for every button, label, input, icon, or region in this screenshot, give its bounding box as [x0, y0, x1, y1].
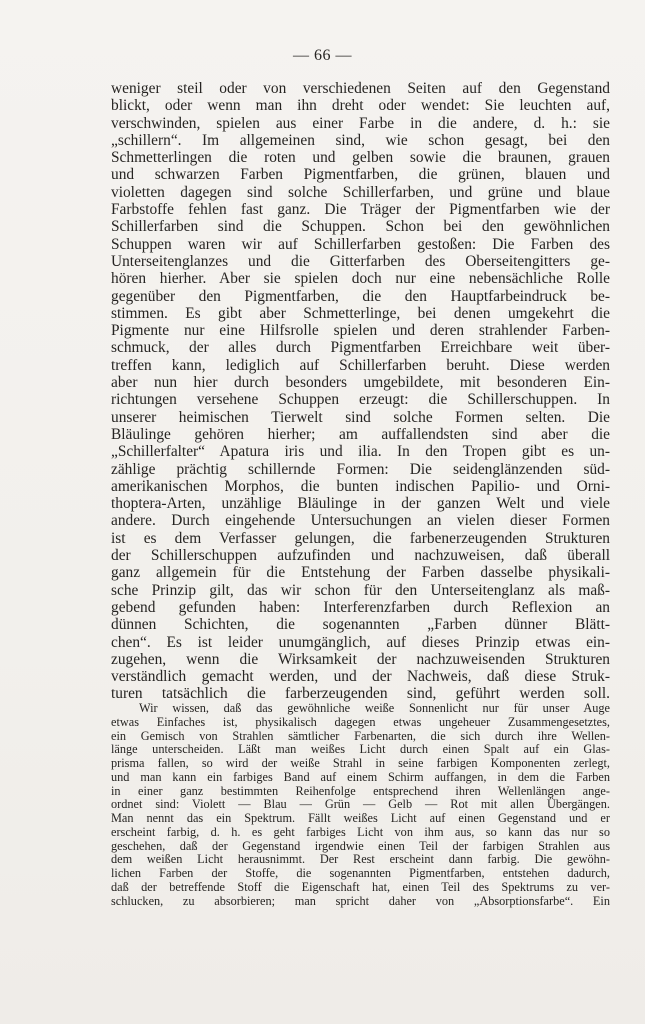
body-line: unserer heimischen Tierwelt sind solche Formen selten. Die [111, 408, 610, 426]
body-line: chen“. Es ist leider unumgänglich, auf dieses Prinzip etwas ein- [111, 633, 610, 651]
body-line: verschwinden, spielen aus einer Farbe in die andere, d. h.: sie [111, 114, 610, 132]
body-line: zählige prächtig schillernde Formen: Die seidenglänzenden süd- [111, 460, 610, 478]
body-line: gegenüber den Pigmentfarben, die den Hauptfarbeindruck be- [111, 287, 610, 305]
body-line: aber nun hier durch besonders umgebildete, mit besonderen Ein- [111, 374, 610, 392]
footnote-line: dem weißen Licht herausnimmt. Der Rest erscheint dann farbig. Die gewöhn- [111, 852, 610, 867]
footnote-text [111, 702, 610, 908]
body-line: dünnen Schichten, die sogenannten „Farben dünner Blätt- [111, 616, 610, 634]
body-line: Schuppen waren wir auf Schillerfarben gestoßen: Die Farben des [111, 235, 610, 253]
footnote-line: länge unterscheiden. Läßt man weißes Licht durch einen Spalt auf ein Glas- [111, 742, 610, 757]
body-line: Farbstoffe fehlen fast ganz. Die Träger der Pigmentfarben wie der [111, 201, 610, 219]
footnote-line: schlucken, zu absorbieren; man spricht daher von „Absorptionsfarbe“. Ein [111, 893, 610, 908]
footnote-line: prisma fallen, so wird der weiße Strahl in seine farbigen Komponenten zerlegt, [111, 756, 610, 770]
footnote-line: ein Gemisch von Strahlen sämtlicher Farbenarten, die sich durch ihre Wellen- [111, 728, 610, 743]
footnote-line: ordnet sind: Violett — Blau — Grün — Gelb — Rot mit allen Übergängen. [111, 797, 610, 812]
body-line: sche Prinzip gilt, das wir schon für den Unterseitenglanz als maß- [111, 581, 610, 599]
body-line: weniger steil oder von verschiedenen Seiten auf den Gegenstand [111, 80, 610, 97]
footnote-line: daß der betreffende Stoff die Eigenschaft hat, einen Teil des Spektrums zu ver- [111, 879, 610, 894]
body-line: blickt, oder wenn man ihn dreht oder wendet: Sie leuchten auf, [111, 97, 610, 115]
body-line: thoptera-Arten, unzählige Bläulinge in der ganzen Welt und viele [111, 495, 610, 513]
body-line: und schwarzen Farben Pigmentfarben, die grünen, blauen und [111, 166, 610, 184]
body-line: der Schillerschuppen aufzufinden und nachzuweisen, daß überall [111, 547, 610, 565]
footnote-line: und man kann ein farbiges Band auf einem Schirm auffangen, in dem die Farben [111, 769, 610, 784]
footnote-line: geschehen, daß der Gegenstand irgendwie einen Teil der farbigen Strahlen aus [111, 838, 610, 853]
footnote-line: erscheint farbig, d. h. es geht farbiges Licht von ihm aus, so kann das nur so [111, 824, 610, 839]
body-line: amerikanischen Morphos, die bunten indischen Papilio- und Orni- [111, 477, 610, 495]
body-line: treffen kann, lediglich auf Schillerfarben beruht. Diese werden [111, 356, 610, 374]
footnote-line: lichen Farben der Stoffe, die sogenannten Pigmentfarben, entstehen dadurch, [111, 866, 610, 880]
body-line: ganz allgemein für die Entstehung der Farben dasselbe physikali- [111, 564, 610, 582]
footnote-line: in einer ganz bestimmten Reihenfolge entsprechend ihren Wellenlängen ange- [111, 783, 610, 798]
body-line: stimmen. Es gibt aber Schmetterlinge, bei denen umgekehrt die [111, 304, 610, 322]
body-line: Pigmente nur eine Hilfsrolle spielen und deren strahlender Farben- [111, 322, 610, 340]
footnote-line: Man nennt das ein Spektrum. Fällt weißes Licht auf einen Gegenstand und er [111, 811, 610, 825]
body-line: violetten dagegen sind solche Schillerfarben, und grüne und blaue [111, 183, 610, 201]
body-line: verständlich gemacht werden, und der Nachweis, daß diese Struk- [111, 668, 610, 686]
body-line: zugehen, wenn die Wirksamkeit der nachzuweisenden Strukturen [111, 650, 610, 668]
body-line: Unterseitenglanzes und die Gitterfarben des Oberseitengitters ge- [111, 252, 610, 270]
body-line: hören hierher. Aber sie spielen doch nur eine nebensächliche Rolle [111, 270, 610, 288]
body-text [111, 80, 610, 703]
body-line: Bläulinge gehören hierher; am auffallendsten sind aber die [111, 425, 610, 443]
footnote-line: Wir wissen, daß das gewöhnliche weiße Sonnenlicht nur für unser Auge [139, 701, 610, 715]
body-line: andere. Durch eingehende Untersuchungen an vielen dieser Formen [111, 512, 610, 530]
body-line: gebend gefunden haben: Interferenzfarben durch Reflexion an [111, 598, 610, 616]
body-line: ist es dem Verfasser gelungen, die farbenerzeugenden Strukturen [111, 529, 610, 547]
body-line: richtungen versehene Schuppen erzeugt: die Schillerschuppen. In [111, 391, 610, 409]
footnote-line: etwas Einfaches ist, physikalisch dagegen etwas ungeheuer Zusammengesetztes, [111, 714, 610, 729]
body-line: turen tatsächlich die farberzeugenden sind, geführt werden soll. [111, 685, 610, 703]
body-line: Schmetterlingen die roten und gelben sowie die braunen, grauen [111, 149, 610, 167]
body-line: „Schillerfalter“ Apatura iris und ilia. In den Tropen gibt es un- [111, 443, 610, 461]
page-number: — 66 — [293, 47, 352, 64]
body-line: schmuck, der alles durch Pigmentfarben Erreichbare weit über- [111, 339, 610, 357]
body-line: Schillerfarben sind die Schuppen. Schon bei den gewöhnlichen [111, 218, 610, 236]
body-line: „schillern“. Im allgemeinen sind, wie schon gesagt, bei den [111, 131, 610, 149]
